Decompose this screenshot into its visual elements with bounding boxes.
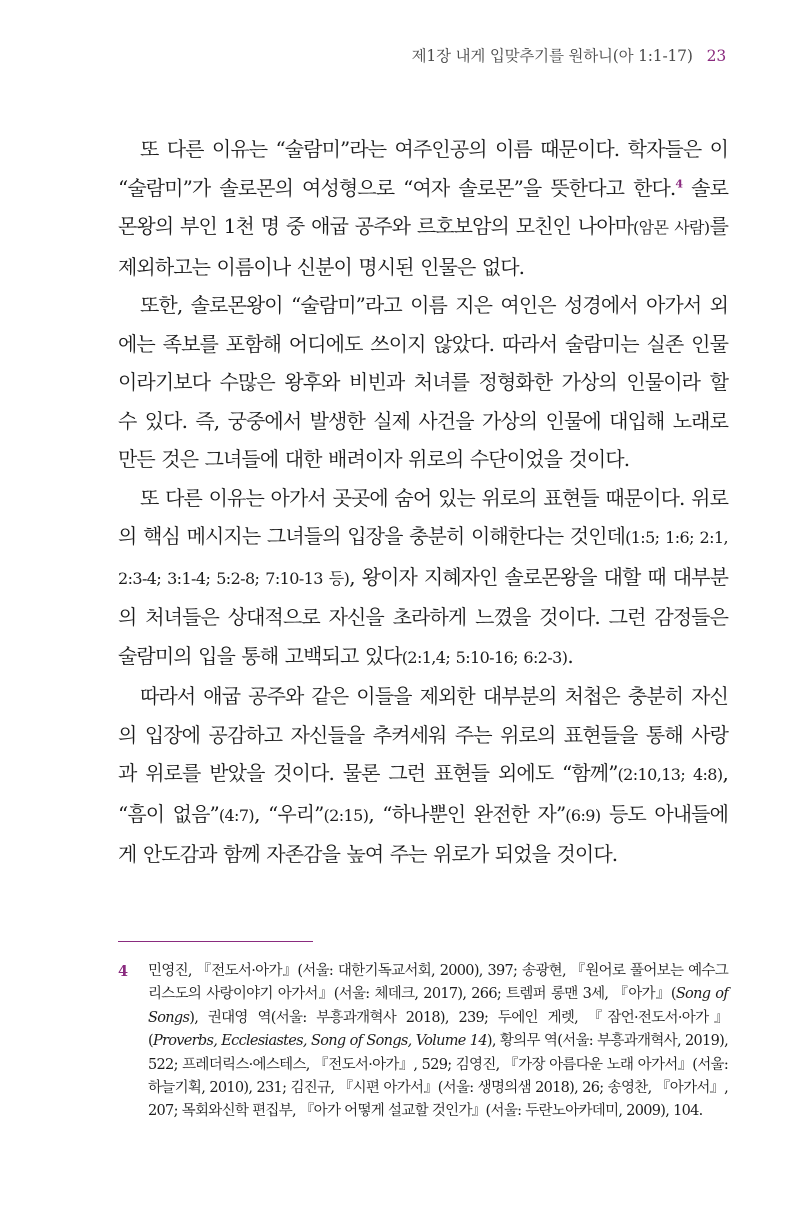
paragraph-2: [118, 286, 728, 479]
running-head: [412, 44, 726, 66]
footnote-text: [148, 960, 728, 1124]
paragraph-1-text: 또 다른 이유는 “술람미”라는 여주인공의 이름 때문이다. 학자들은 이 “술람미”가 솔로몬의 여성형으로 “여자 솔로몬”을 뜻한다고 한다.: [118, 137, 728, 200]
body-text: [118, 130, 728, 874]
paragraph-3-text: 또 다른 이유는 아가서 곳곳에 숨어 있는 위로의 표현들 때문이다. 위로의 핵심 메시지는 그녀들의 입장을 충분히 이해한다는 것인데: [118, 485, 728, 548]
paragraph-4: [118, 677, 728, 874]
paragraph-3-text-mid: , 왕이자 지혜자인 솔로몬왕을 대할 때 대부분의 처녀들은 상대적으로 자신을 초라하게 느꼈을 것이다. 그런 감정들은 술람미의 입을 통해 고백되고 있다: [118, 564, 728, 668]
paragraph-1-text-end: 를 제외하고는 이름이나 신분이 명시된 인물은 없다.: [118, 214, 728, 279]
paragraph-4-text-c: , “하나뿐인 완전한 자”: [368, 801, 566, 826]
paragraph-4-text: 따라서 애굽 공주와 같은 이들을 제외한 대부분의 처첩은 충분히 자신의 입장에 공감하고 자신들을 추켜세워 주는 위로의 표현들을 통해 사랑과 위로를 받았을 것이다. 물론 그런 표현들 외에도 “함께”: [118, 684, 728, 785]
paragraph-1: [118, 130, 728, 286]
paragraph-1-text-after: 솔로몬왕의 부인 1천 명 중 애굽 공주와 르호보암의 모친인 나아마: [118, 175, 728, 238]
footnote-part-2: ), 권대영 역(서울: 부흥과개혁사 2018), 239; 두에인 게렛, 『잠언·전도서·아가』(: [148, 1009, 728, 1050]
paragraph-4-text-b: , “우리”: [254, 801, 324, 826]
paragraph-4-text-a: , “흠이 없음”: [118, 761, 729, 826]
scripture-reference: (1:5; 1:6; 2:1, 2:3-4; 3:1-4; 5:2-8; 7:10-13 등): [118, 528, 728, 588]
scripture-reference: (2:1,4; 5:10-16; 6:2-3): [401, 647, 568, 667]
footnote-part-1: 민영진, 『전도서·아가』(서울: 대한기독교서회, 2000), 397; 송광현, 『원어로 풀어보는 예수그리스도의 사랑이야기 아가서』(서울: 체데크, 2017), 266; 트렘퍼 롱맨 3세, 『아가』(: [148, 963, 728, 1003]
page-number: 23: [706, 47, 726, 65]
paragraph-4-text-end: 등도 아내들에게 안도감과 함께 자존감을 높여 주는 위로가 되었을 것이다.: [118, 801, 729, 866]
paragraph-2-text: 또한, 솔로몬왕이 “술람미”라고 이름 지은 여인은 성경에서 아가서 외에는 족보를 포함해 어디에도 쓰이지 않았다. 따라서 술람미는 실존 인물이라기보다 수많은 왕후와 비빈과 처녀를 정형화한 가상의 인물이라 할 수 있다. 즉, 궁중에서 발생한 실제 사건을 가상의 인물에 대입해 노래로 만든 것은 그녀들에 대한 배려이자 위로의 수단이었을 것이다.: [118, 293, 728, 471]
footnote-number: 4: [118, 963, 128, 980]
footnote-divider: [118, 941, 313, 942]
footnote: [118, 960, 728, 1124]
footnote-reference: 4: [675, 176, 683, 190]
footnote-english-title-1: Song of Songs: [148, 986, 728, 1026]
paragraph-1-paren-note: (암몬 사람): [633, 218, 710, 237]
scripture-reference: (2:15): [323, 805, 369, 825]
footnote-part-3: ), 황의무 역(서울: 부흥과개혁사, 2019), 522; 프레더릭스·에스테스, 『전도서·아가』, 529; 김영진, 『가장 아름다운 노래 아가서』(서울: 하늘기획, 2010), 231; 김진규, 『시편 아가서』(서울: 생명의샘 2018), 26; 송영찬, 『아가서』, 207; 목회와신학 편집부, 『아가 어떻게 설교할 것인가』(서울: 두란노아카데미, 2009), 104.: [148, 1033, 729, 1120]
footnote-english-title-2: Proverbs, Ecclesiastes, Song of Songs, Volume 14: [152, 1033, 487, 1050]
scripture-reference: (2:10,13; 4:8): [617, 765, 723, 784]
scripture-reference: (6:9): [565, 805, 601, 825]
scripture-reference: (4:7): [218, 805, 255, 825]
paragraph-3-text-end: .: [567, 643, 573, 668]
paragraph-3: [118, 479, 728, 678]
chapter-title: 제1장 내게 입맞추기를 원하니(아 1:1-17): [411, 47, 693, 65]
